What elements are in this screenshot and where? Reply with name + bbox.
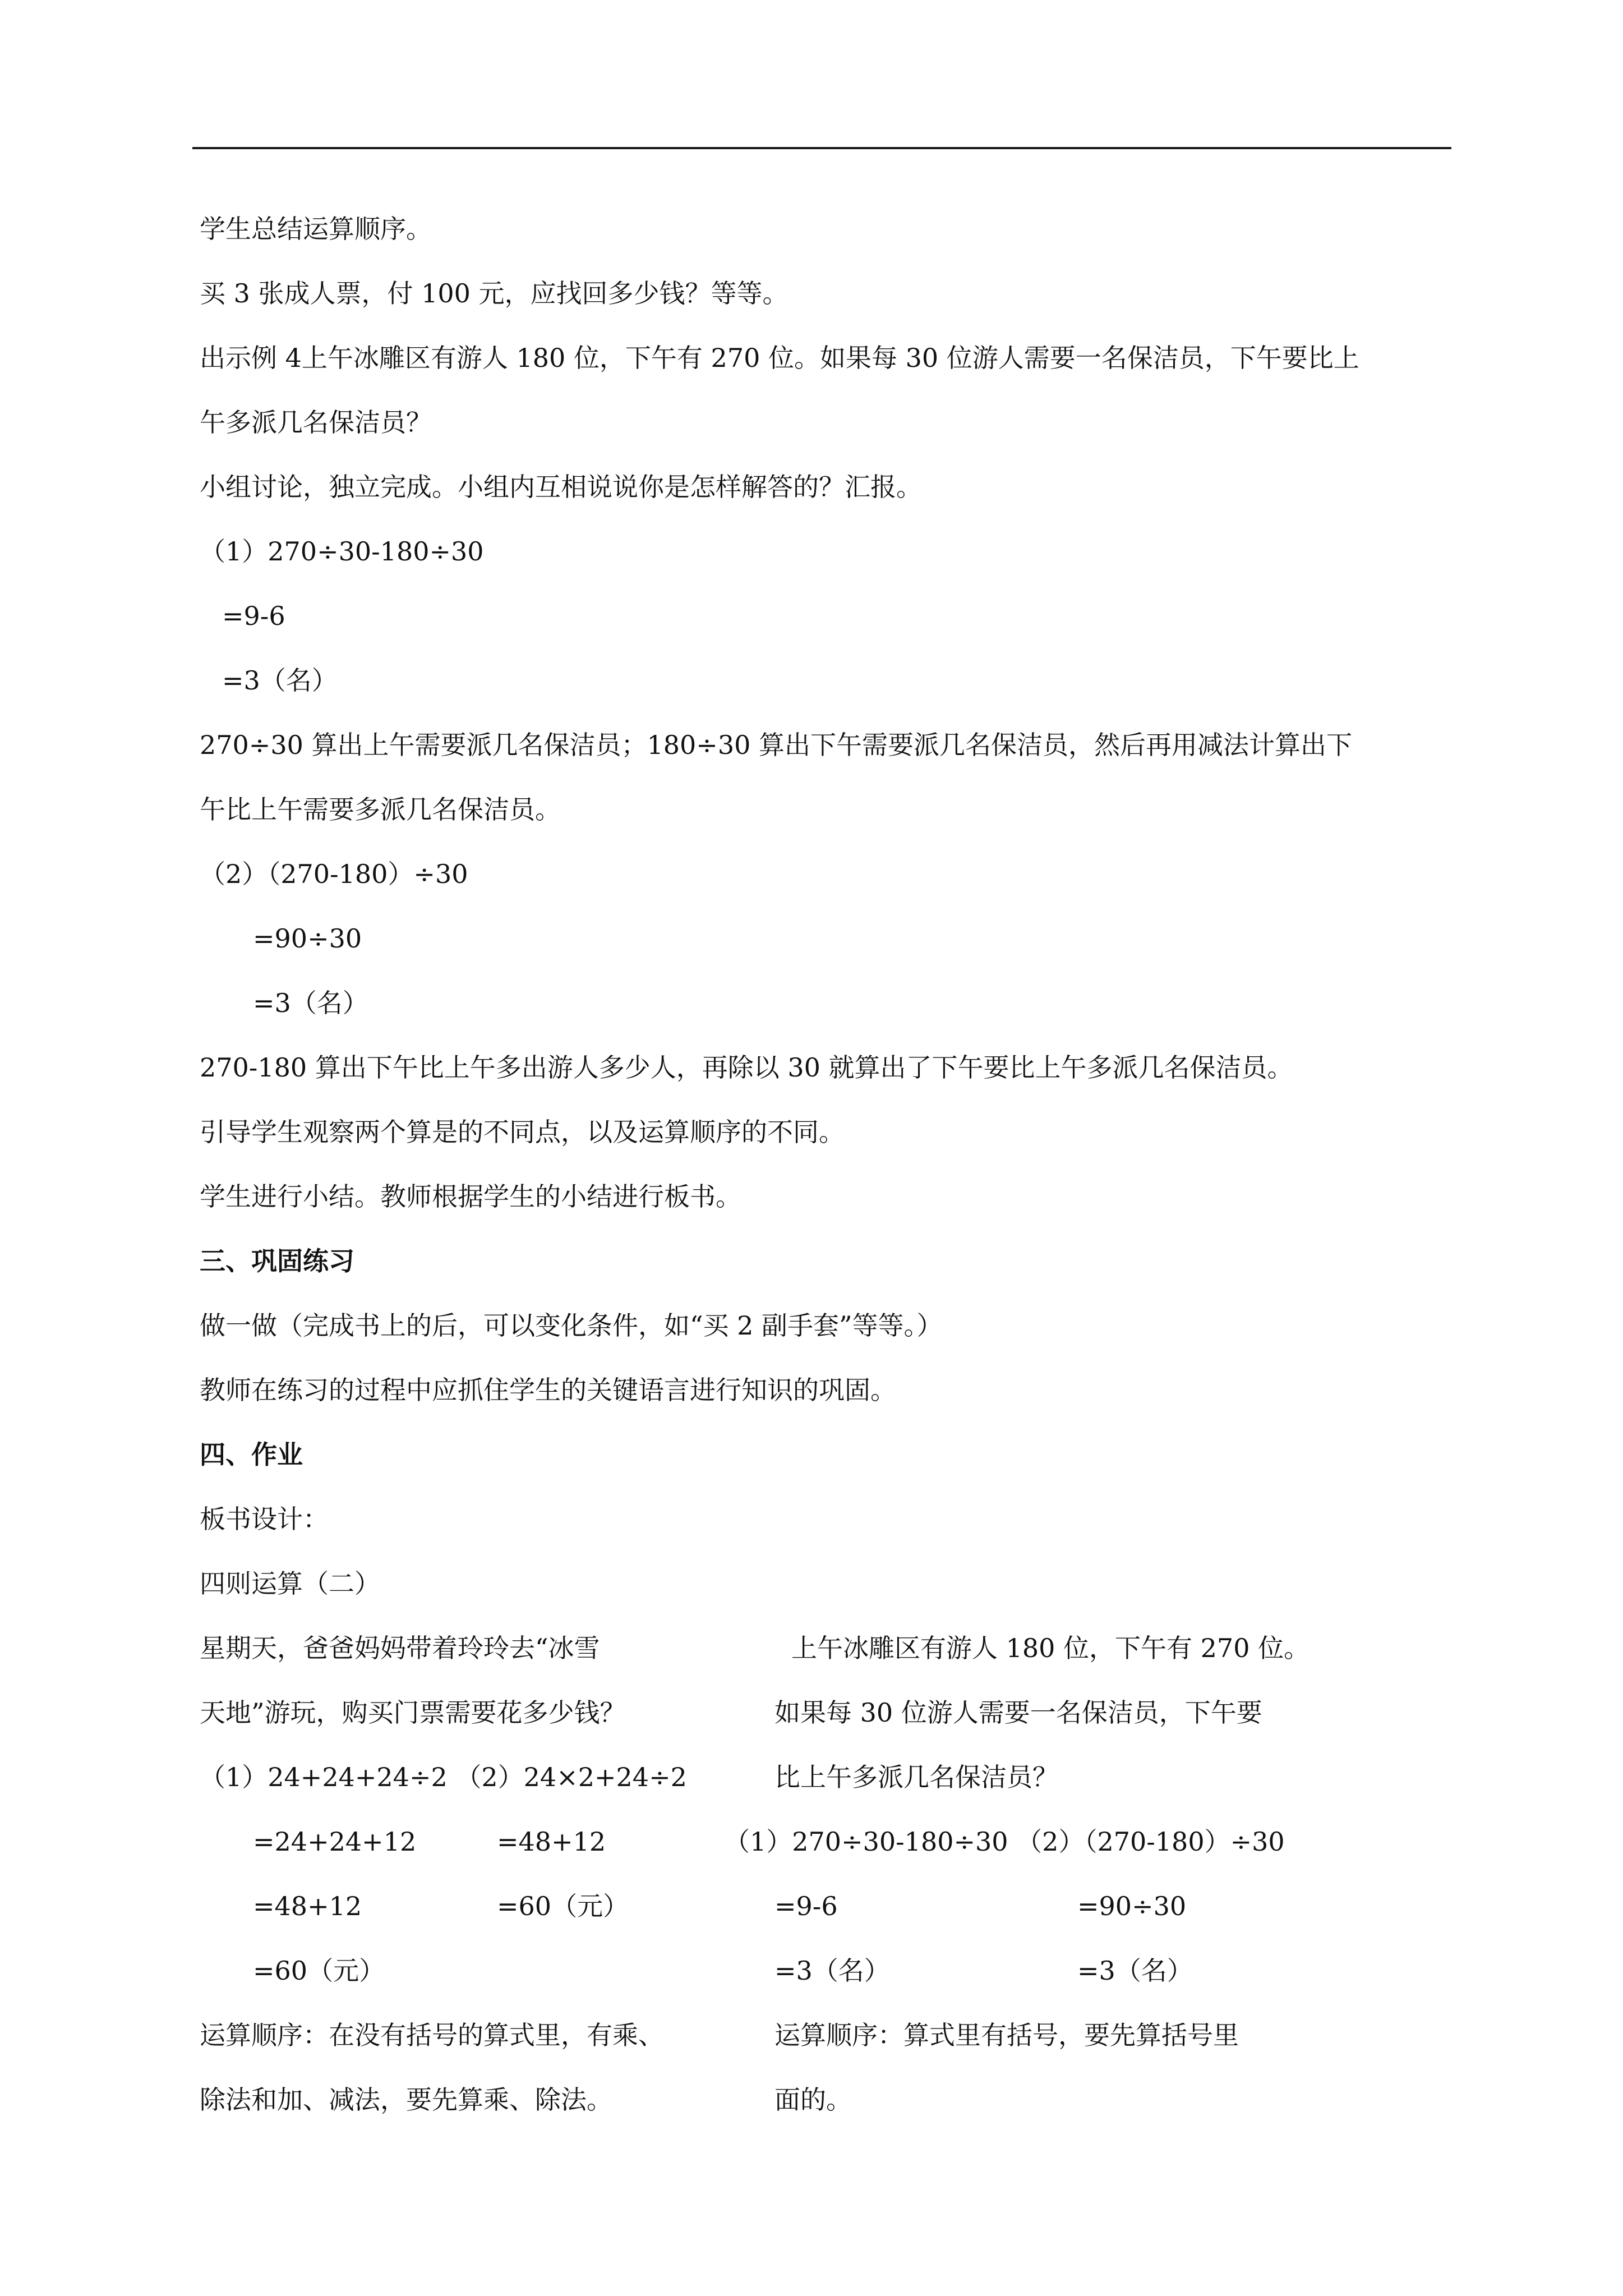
text-line: 四则运算（二） bbox=[200, 1568, 380, 1599]
text-line: 引导学生观察两个算是的不同点，以及运算顺序的不同。 bbox=[200, 1117, 845, 1147]
text-line: 做一做（完成书上的后，可以变化条件，如“买 2 副手套”等等。） bbox=[200, 1310, 943, 1341]
text-line: 运算顺序：在没有括号的算式里，有乘、 bbox=[200, 2020, 664, 2050]
text-line: 如果每 30 位游人需要一名保洁员，下午要 bbox=[774, 1697, 1262, 1728]
text-line: 出示例 4上午冰雕区有游人 180 位，下午有 270 位。如果每 30 位游人需要一名保洁员，下午要比上 bbox=[200, 343, 1359, 373]
text-line: =60（元） bbox=[253, 1955, 385, 1986]
text-line: =90÷30 bbox=[253, 923, 362, 954]
text-line: （2）（270-180）÷30 bbox=[200, 859, 468, 889]
text-line: =90÷30 bbox=[1077, 1891, 1187, 1921]
section-heading: 三、巩固练习 bbox=[200, 1246, 354, 1276]
text-line: 面的。 bbox=[774, 2085, 852, 2115]
text-line: =3（名） bbox=[1077, 1955, 1193, 1986]
text-line: =9-6 bbox=[222, 601, 285, 631]
text-line: 270÷30 算出上午需要派几名保洁员；180÷30 算出下午需要派几名保洁员，然后再用减法计算出下 bbox=[200, 730, 1352, 760]
text-line: 学生进行小结。教师根据学生的小结进行板书。 bbox=[200, 1181, 741, 1212]
text-line: 天地”游玩，购买门票需要花多少钱？ bbox=[200, 1697, 626, 1728]
text-line: =24+24+12 bbox=[253, 1826, 417, 1857]
text-line: =48+12 bbox=[253, 1891, 362, 1921]
text-line: 买 3 张成人票，付 100 元，应找回多少钱？等等。 bbox=[200, 278, 789, 309]
text-line: =9-6 bbox=[774, 1891, 838, 1921]
text-line: 教师在练习的过程中应抓住学生的关键语言进行知识的巩固。 bbox=[200, 1375, 896, 1405]
text-line: 270-180 算出下午比上午多出游人多少人，再除以 30 就算出了下午要比上午多派几名保洁员。 bbox=[200, 1052, 1293, 1083]
text-line: 运算顺序：算式里有括号，要先算括号里 bbox=[774, 2020, 1239, 2050]
text-line: 上午冰雕区有游人 180 位，下午有 270 位。 bbox=[791, 1633, 1310, 1663]
text-line: =60（元） bbox=[497, 1891, 629, 1921]
text-line: （1）270÷30-180÷30 （2）（270-180）÷30 bbox=[724, 1826, 1285, 1857]
text-line: （1）24+24+24÷2 （2）24×2+24÷2 bbox=[200, 1762, 687, 1792]
text-line: 除法和加、减法，要先算乘、除法。 bbox=[200, 2085, 612, 2115]
text-line: 板书设计： bbox=[200, 1504, 329, 1534]
text-line: 小组讨论，独立完成。小组内互相说说你是怎样解答的？汇报。 bbox=[200, 472, 922, 502]
text-line: =48+12 bbox=[497, 1826, 606, 1857]
text-line: （1）270÷30-180÷30 bbox=[200, 536, 484, 567]
text-line: =3（名） bbox=[774, 1955, 890, 1986]
text-line: 学生总结运算顺序。 bbox=[200, 214, 432, 244]
header-rule bbox=[192, 147, 1451, 149]
text-line: 比上午多派几名保洁员？ bbox=[774, 1762, 1058, 1792]
text-line: 星期天，爸爸妈妈带着玲玲去“冰雪 bbox=[200, 1633, 600, 1663]
text-line: =3（名） bbox=[222, 665, 338, 696]
text-line: =3（名） bbox=[253, 988, 368, 1018]
text-line: 午比上午需要多派几名保洁员。 bbox=[200, 794, 561, 825]
section-heading: 四、作业 bbox=[200, 1439, 303, 1470]
text-line: 午多派几名保洁员？ bbox=[200, 407, 432, 438]
